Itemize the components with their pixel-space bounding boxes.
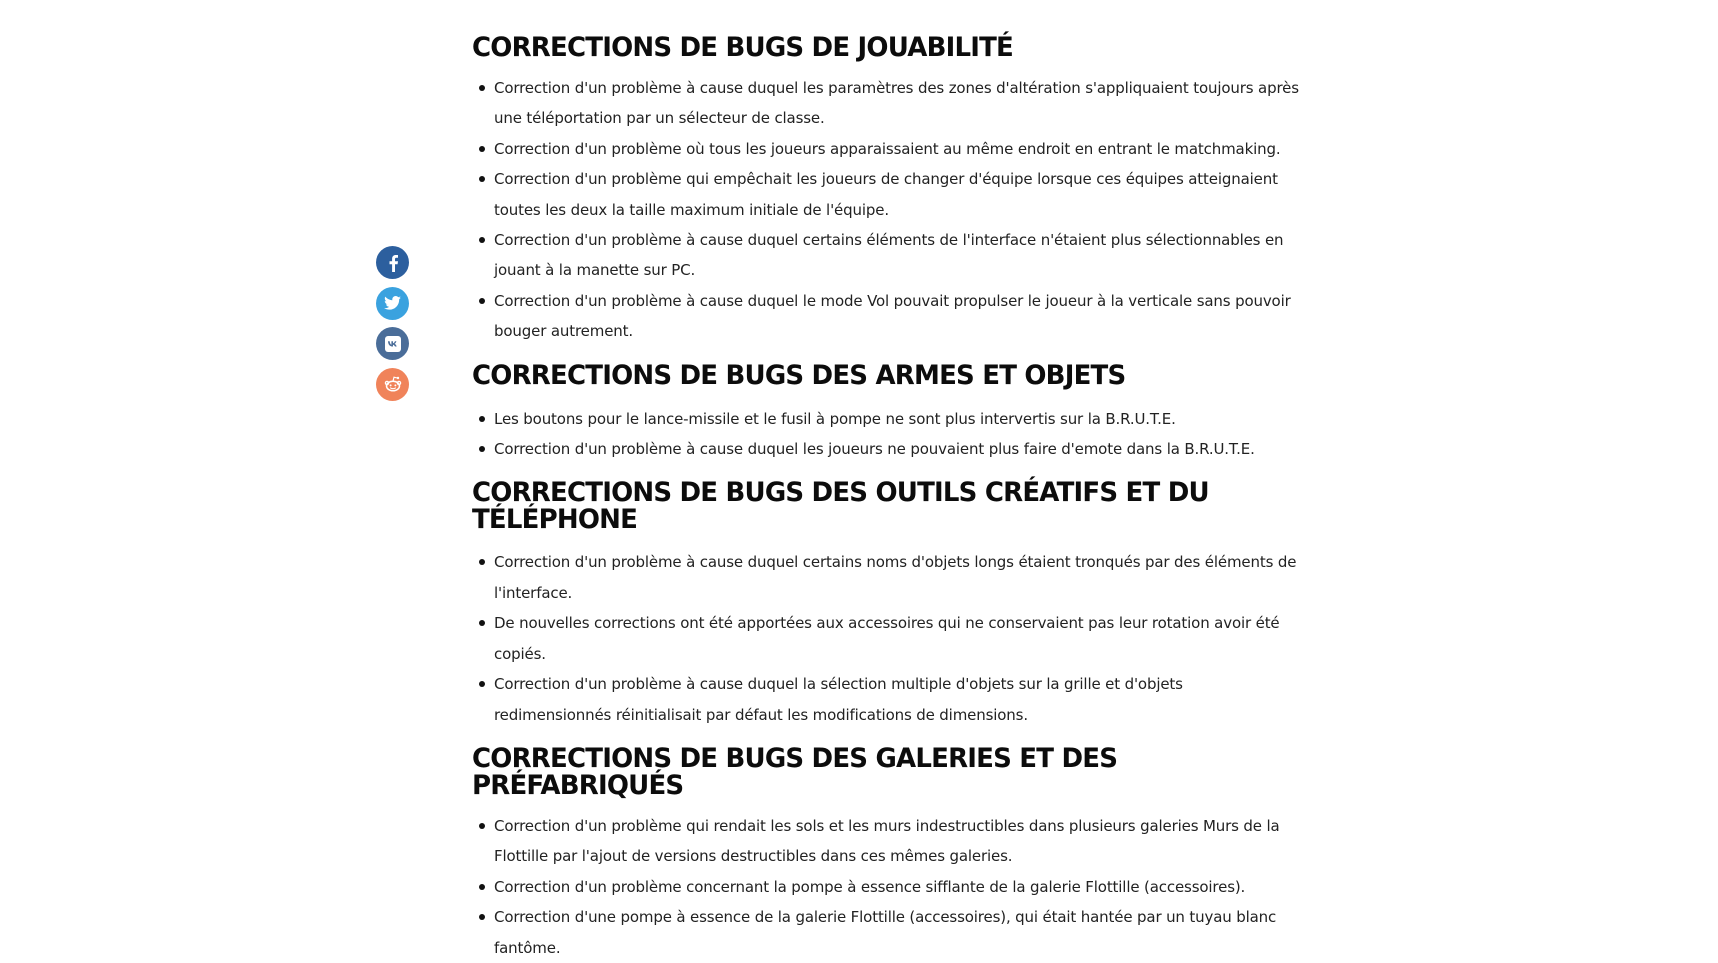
facebook-icon bbox=[386, 254, 400, 272]
reddit-icon bbox=[383, 375, 403, 393]
facebook-share-button[interactable] bbox=[376, 246, 409, 279]
section-title-galleries-prefabs: CORRECTIONS DE BUGS DES GALERIES ET DES PRÉFABRIQUÉS bbox=[472, 742, 1118, 802]
list-item: Correction d'un problème à cause duquel certains éléments de l'interface n'étaient plus sélectionnables en jouant à la manette sur PC. bbox=[472, 225, 1302, 286]
list-item: Correction d'un problème concernant la pompe à essence sifflante de la galerie Flottille (accessoires). bbox=[472, 872, 1302, 902]
list-item: Correction d'une pompe à essence de la galerie Flottille (accessoires), qui était hantée par un tuyau blanc fantôme. bbox=[472, 902, 1302, 963]
list-item: De nouvelles corrections ont été apportées aux accessoires qui ne conservaient pas leur rotation avoir été copiés. bbox=[472, 608, 1302, 669]
weapons-items-bug-list bbox=[472, 404, 1302, 465]
vk-share-button[interactable] bbox=[376, 327, 409, 360]
list-item: Correction d'un problème à cause duquel certains noms d'objets longs étaient tronqués par des éléments de l'interface. bbox=[472, 547, 1302, 608]
reddit-share-button[interactable] bbox=[376, 368, 409, 401]
section-title-gameplay: CORRECTIONS DE BUGS DE JOUABILITÉ bbox=[472, 31, 1013, 64]
list-item: Correction d'un problème qui empêchait les joueurs de changer d'équipe lorsque ces équipes atteignaient toutes les deux la taille maximum initiale de l'équipe. bbox=[472, 164, 1302, 225]
list-item: Correction d'un problème qui rendait les sols et les murs indestructibles dans plusieurs galeries Murs de la Flottille par l'ajout de versions destructibles dans ces mêmes galeries. bbox=[472, 811, 1302, 872]
list-item: Correction d'un problème à cause duquel la sélection multiple d'objets sur la grille et d'objets redimensionnés réinitialisait par défaut les modifications de dimensions. bbox=[472, 669, 1302, 730]
creative-tools-bug-list bbox=[472, 547, 1302, 729]
list-item: Correction d'un problème à cause duquel les paramètres des zones d'altération s'appliquaient toujours après une téléportation par un sélecteur de classe. bbox=[472, 73, 1302, 134]
list-item: Correction d'un problème à cause duquel le mode Vol pouvait propulser le joueur à la verticale sans pouvoir bouger autrement. bbox=[472, 286, 1302, 347]
gameplay-bug-list bbox=[472, 73, 1302, 347]
patch-notes-article bbox=[472, 28, 1302, 963]
list-item: Correction d'un problème où tous les joueurs apparaissaient au même endroit en entrant le matchmaking. bbox=[472, 134, 1302, 164]
list-item: Correction d'un problème à cause duquel les joueurs ne pouvaient plus faire d'emote dans la B.R.U.T.E. bbox=[472, 434, 1302, 464]
twitter-share-button[interactable] bbox=[376, 287, 409, 320]
section-title-creative-tools-phone: CORRECTIONS DE BUGS DES OUTILS CRÉATIFS ET DU TÉLÉPHONE bbox=[472, 477, 1209, 536]
vk-icon bbox=[384, 335, 402, 353]
galleries-prefabs-bug-list bbox=[472, 811, 1302, 963]
list-item: Les boutons pour le lance-missile et le fusil à pompe ne sont plus intervertis sur la B.R.U.T.E. bbox=[472, 404, 1302, 434]
section-title-weapons-items: CORRECTIONS DE BUGS DES ARMES ET OBJETS bbox=[472, 359, 1126, 391]
share-bar bbox=[376, 246, 410, 408]
twitter-icon bbox=[384, 296, 401, 310]
